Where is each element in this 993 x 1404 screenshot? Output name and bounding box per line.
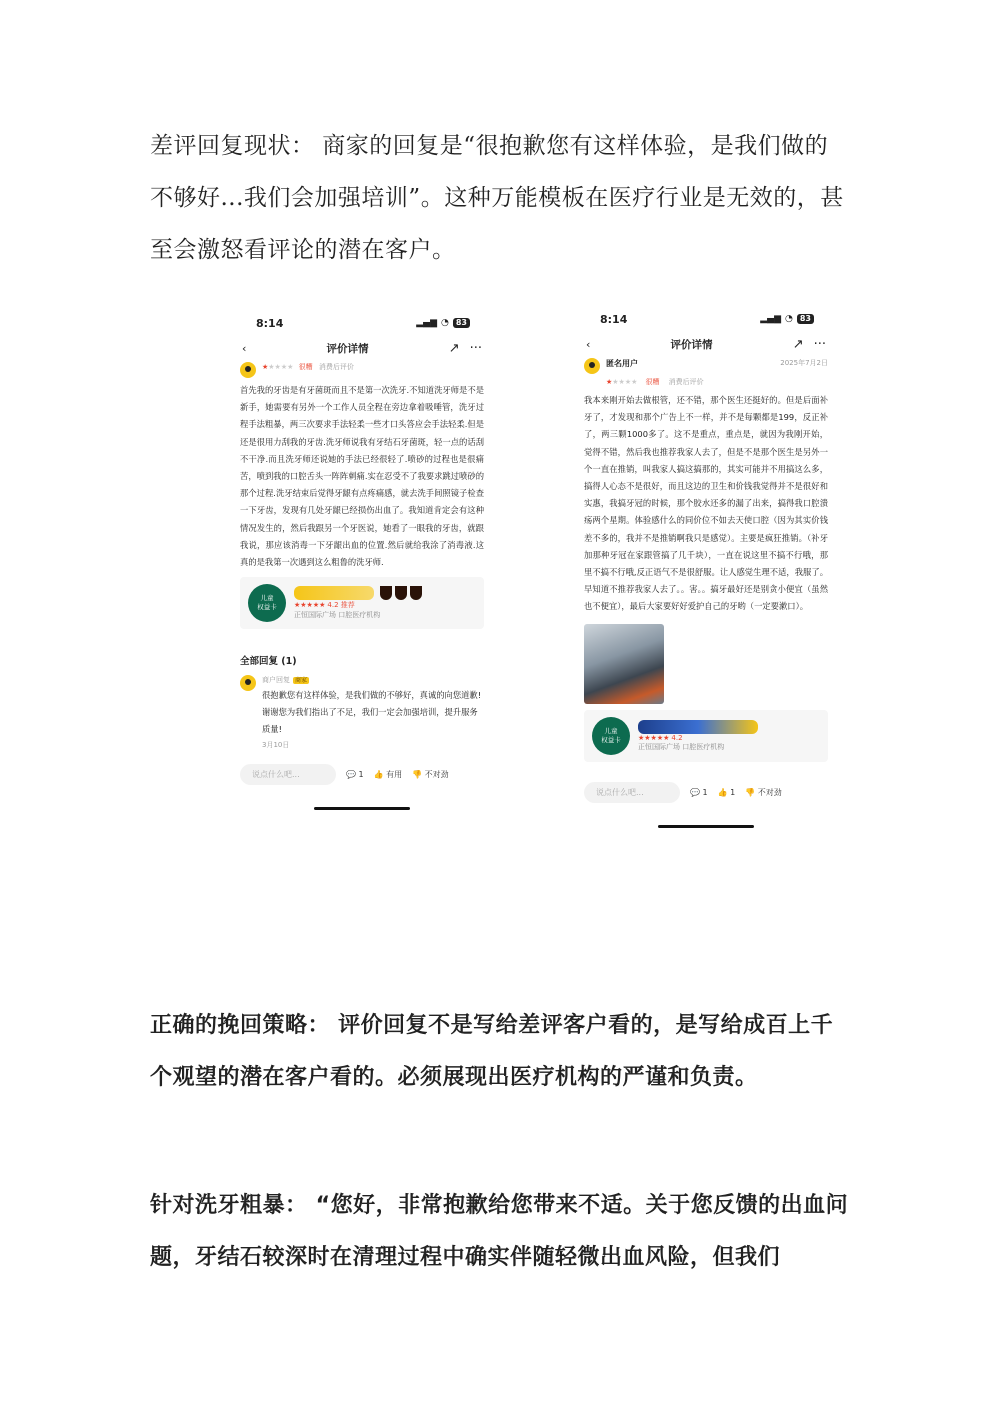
replies-header: 全部回复 (1) [240, 656, 297, 668]
useful-button[interactable]: 👍 有用 [373, 770, 403, 780]
shop-card[interactable] [240, 577, 484, 629]
comment-button[interactable]: 💬 1 [346, 770, 364, 780]
battery-icon: 83 [453, 318, 470, 328]
wifi-icon: ◔ [785, 314, 793, 324]
status-bar [236, 312, 488, 334]
phone-screenshot-left [236, 312, 488, 810]
thumbs-up-icon: 👍 [373, 770, 384, 780]
promo-banner [294, 586, 374, 600]
comment-input[interactable]: 说点什么吧... [584, 782, 680, 803]
home-indicator [658, 825, 754, 828]
thumbs-up-icon: 👍 [717, 787, 728, 797]
review-text: 我本来刚开始去做根管，还不错，那个医生还挺好的。但是后面补牙了，才发现和那个广告上不一样，并不是每颗都是199，反正补了，两三颗1000多了。这不是重点，重点是，就因为我刚开始，觉得不错，然后我也推荐我家人去了，但是不是那个医生是另外一个一直在推销，叫我家人搞这搞那的，其实可能并不用搞这么多，搞得人心态不是很好，而且这边的卫生和价钱我觉得并不是很好和实惠，我搞牙冠的时候，那个胶水还多的漏了出来，搞得我口腔溃疡两个星期。体验感什么的同价位不如去天使口腔（因为其实价钱差不多的，我并不是推销啊我只是感觉）。主要是疯狂推销。（补牙加那种牙冠在家跟管搞了几千块），一直在说这里不搞不行哦，那里不搞不行哦,反正语气不是很舒服。让人感觉生理不适，我服了。早知道不推荐我家人去了。。害。。搞牙最好还是别贪小便宜（虽然也不便宜），最后大家要好好爱护自己的牙哟（一定要漱口）。 [584, 395, 828, 612]
thumbs-down-icon: 👎 [412, 770, 423, 780]
dislike-button[interactable]: 👎 不对劲 [412, 770, 449, 780]
shop-score: 4.2 [671, 733, 683, 742]
star-rating: ★★★★★ [262, 363, 294, 371]
review-user-row [580, 358, 832, 388]
review-user-row [236, 362, 488, 378]
comment-icon: 💬 [690, 787, 700, 797]
page-title: 评价详情 [670, 338, 713, 351]
star-rating: ★★★★★ [606, 378, 638, 386]
reply-text: 很抱歉您有这样体验，是我们做的不够好，真诚的向您道歉! 谢谢您为我们指出了不足，我们一定会加强培训，提升服务质量! [262, 690, 482, 735]
signal-icon: ▂▄▆ [760, 314, 781, 324]
comment-button[interactable]: 💬 1 [690, 787, 708, 797]
shop-location: 正恒国际广场 口腔医疗机构 [638, 742, 725, 751]
more-icon[interactable]: ··· [469, 340, 482, 356]
home-indicator [314, 807, 410, 810]
more-icon[interactable]: ··· [813, 336, 826, 352]
username[interactable]: 匿名用户 [606, 359, 638, 368]
share-icon[interactable]: ↗ [792, 336, 804, 352]
comment-icon: 💬 [346, 770, 356, 780]
shop-stars: ★★★★★ [294, 601, 326, 610]
shop-card[interactable] [584, 710, 828, 762]
page-title: 评价详情 [326, 342, 369, 355]
shop-badge: 儿童 权益卡 [592, 717, 630, 755]
back-icon[interactable]: ‹ [242, 341, 247, 355]
dislike-button[interactable]: 👎 不对劲 [745, 787, 782, 797]
review-date: 2025年7月2日 [780, 359, 828, 367]
review-photo[interactable] [584, 624, 664, 704]
shop-location: 正恒国际广场 口腔医疗机构 [294, 611, 381, 620]
bottom-bar [236, 750, 488, 785]
comment-input[interactable]: 说点什么吧... [240, 764, 336, 785]
post-tag: 消费后评价 [668, 378, 704, 386]
paragraph-rough-cleaning: 针对洗牙粗暴： “您好，非常抱歉给您带来不适。关于您反馈的出血问题，牙结石较深时在清理过程中确实伴随轻微出血风险，但我们 [150, 1193, 849, 1270]
paragraph-current-status: 差评回复现状： 商家的回复是“很抱歉您有这样体验，是我们做的不够好...我们会加强培训”。这种万能模板在医疗行业是无效的，甚至会激怒看评论的潜在客户。 [150, 133, 844, 263]
post-tag: 消费后评价 [318, 363, 354, 371]
bottom-bar [580, 768, 832, 803]
signal-icon: ▂▄▆ [416, 318, 437, 328]
thumbs-down-icon: 👎 [745, 787, 756, 797]
merchant-tag: 商家 [295, 677, 308, 685]
shop-score: 4.2 推荐 [327, 601, 355, 610]
wifi-icon: ◔ [441, 318, 449, 328]
phone-screenshot-right [580, 308, 832, 828]
reply-name: 商户回复 [262, 676, 290, 685]
status-time: 8:14 [256, 316, 284, 330]
status-bar [580, 308, 832, 330]
reply-date: 3月10日 [262, 741, 290, 750]
rating-label: 很糟 [645, 378, 660, 386]
cups-image [380, 586, 422, 600]
avatar[interactable] [584, 358, 600, 374]
shop-badge: 儿童 权益卡 [248, 584, 286, 622]
paragraph-strategy: 正确的挽回策略： 评价回复不是写给差评客户看的，是写给成百上千个观望的潜在客户看的。必须展现出医疗机构的严谨和负责。 [150, 1013, 834, 1090]
battery-icon: 83 [797, 314, 814, 324]
shop-stars: ★★★★★ [638, 733, 670, 742]
nav-bar [236, 334, 488, 362]
avatar[interactable] [240, 362, 256, 378]
merchant-avatar [240, 675, 256, 691]
nav-bar [580, 330, 832, 358]
review-text: 首先我的牙齿是有牙菌斑而且不是第一次洗牙.不知道洗牙师是不是新手，她需要有另外一个工作人员全程在旁边拿着吸唾管，洗牙过程手法粗暴，两三次要求手法轻柔一些才口头答应会手法轻柔.但是还是很用力刮我的牙齿.洗牙师说我有牙结石牙菌斑，轻一点的话刮不干净.而且洗牙师还说她的手法已经很轻了.喷砂的过程也是很痛苦，喷到我的口腔舌头一阵阵刺痛.实在忍受不了我要求跳过喷砂的那个过程.洗牙结束后觉得牙龈有点疼痛感，就去洗手间照镜子检查一下牙齿，发现有几处牙龈已经损伤出血了。我知道肯定会有这种情况发生的，然后我跟另一个牙医说，她看了一眼我的牙齿，就跟我说，那应该消毒一下牙龈出血的位置.然后就给我涂了消毒液.这真的是我第一次遇到这么粗鲁的洗牙师. [240, 385, 484, 568]
back-icon[interactable]: ‹ [586, 337, 591, 351]
like-button[interactable]: 👍 1 [717, 787, 736, 797]
merchant-reply [236, 675, 488, 750]
share-icon[interactable]: ↗ [448, 340, 460, 356]
status-time: 8:14 [600, 312, 628, 326]
rating-label: 很糟 [298, 363, 313, 371]
promo-banner [638, 720, 758, 734]
